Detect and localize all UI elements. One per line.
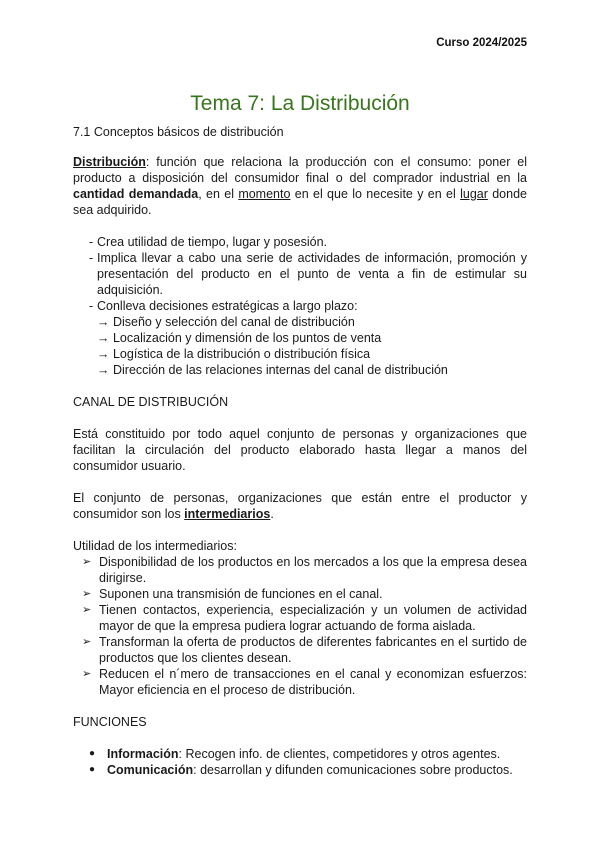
list-item: ➢ Disponibilidad de los productos en los mercados a los que la empresa desea dirigirse. bbox=[82, 555, 527, 585]
sub-item: → Diseño y selección del canal de distribución bbox=[97, 315, 355, 329]
sub-item: → Logística de la distribución o distribución física bbox=[97, 347, 371, 361]
arrow-bullet-icon: ➢ bbox=[82, 604, 92, 616]
arrow-bullet-icon: ➢ bbox=[82, 556, 92, 568]
bullet-dot-icon: ● bbox=[89, 764, 96, 775]
section-heading: 7.1 Conceptos básicos de distribución bbox=[73, 125, 284, 139]
definition-text-1: : función que relaciona la producción con el consumo: poner el producto a disposición del consumidor final o del comprador industrial en la bbox=[73, 155, 527, 185]
intermediarios-term: intermediarios bbox=[184, 507, 271, 521]
definition-text-2: , en el bbox=[198, 187, 239, 201]
list-item: - Implica llevar a cabo una serie de actividades de información, promoción y presentación del producto en el punto de venta a fin de estimular su adquisición. bbox=[89, 251, 527, 297]
definition-text-3: en el que lo necesite y en el bbox=[290, 187, 461, 201]
utilidad-heading: Utilidad de los intermediarios: bbox=[73, 539, 237, 553]
list-item: ➢ Tienen contactos, experiencia, especialización y un volumen de actividad mayor de que la empresa pudiera lograr actuando de forma aislada. bbox=[82, 603, 527, 633]
definition-underline-momento: momento bbox=[238, 187, 291, 201]
characteristics-list bbox=[73, 234, 527, 378]
list-item: ➢ Suponen una transmisión de funciones en el canal. bbox=[82, 587, 383, 601]
list-item: - Conlleva decisiones estratégicas a largo plazo: → Diseño y selección del canal de distribución → Localización y dimensión de los puntos de venta → Logística de la distribución o distribución física → Dirección de las relaciones internas del canal de distribución bbox=[73, 298, 527, 378]
definition-paragraph bbox=[73, 154, 527, 218]
funciones-heading: FUNCIONES bbox=[73, 715, 147, 729]
page-title: Tema 7: La Distribución bbox=[190, 92, 410, 115]
sub-item: → Dirección de las relaciones internas del canal de distribución bbox=[97, 363, 448, 377]
canal-heading: CANAL DE DISTRIBUCIÓN bbox=[73, 395, 229, 409]
dash-marker: - bbox=[89, 235, 94, 249]
list-item: ➢ Reducen el n´mero de transacciones en el canal y economizan esfuerzos: Mayor eficiencia en el proceso de distribución. bbox=[82, 667, 527, 697]
definition-underline-lugar: lugar bbox=[460, 187, 488, 201]
document-body bbox=[73, 124, 527, 778]
arrow-bullet-icon: ➢ bbox=[82, 668, 92, 680]
dash-marker: - bbox=[89, 251, 94, 265]
course-label: Curso 2024/2025 bbox=[436, 37, 527, 49]
list-item: ➢ Transforman la oferta de productos de diferentes fabricantes en el surtido de productos que los clientes desean. bbox=[82, 635, 527, 665]
funciones-list bbox=[73, 746, 527, 778]
bullet-dot-icon: ● bbox=[89, 748, 96, 759]
canal-paragraph-2: El conjunto de personas, organizaciones que están entre el productor y consumidor son los intermediarios. bbox=[73, 491, 527, 521]
list-item: - Crea utilidad de tiempo, lugar y posesión. bbox=[89, 235, 327, 249]
definition-bold: cantidad demandada bbox=[73, 187, 199, 201]
sub-list bbox=[97, 314, 527, 378]
sub-item: → Localización y dimensión de los puntos de venta bbox=[97, 331, 382, 345]
arrow-bullet-icon: ➢ bbox=[82, 588, 92, 600]
list-item: ● Comunicación: desarrollan y difunden comunicaciones sobre productos. bbox=[89, 763, 513, 777]
definition-term: Distribución bbox=[73, 155, 146, 169]
list-item: ● Información: Recogen info. de clientes, competidores y otros agentes. bbox=[89, 747, 501, 761]
canal-paragraph-1: Está constituido por todo aquel conjunto de personas y organizaciones que facilitan la circulación del producto elaborado hasta llegar a manos del consumidor usuario. bbox=[73, 427, 527, 473]
utilidad-list bbox=[73, 554, 527, 698]
definition-text-4: donde sea adquirido. bbox=[73, 187, 527, 217]
arrow-bullet-icon: ➢ bbox=[82, 636, 92, 648]
dash-marker: - bbox=[89, 299, 94, 313]
